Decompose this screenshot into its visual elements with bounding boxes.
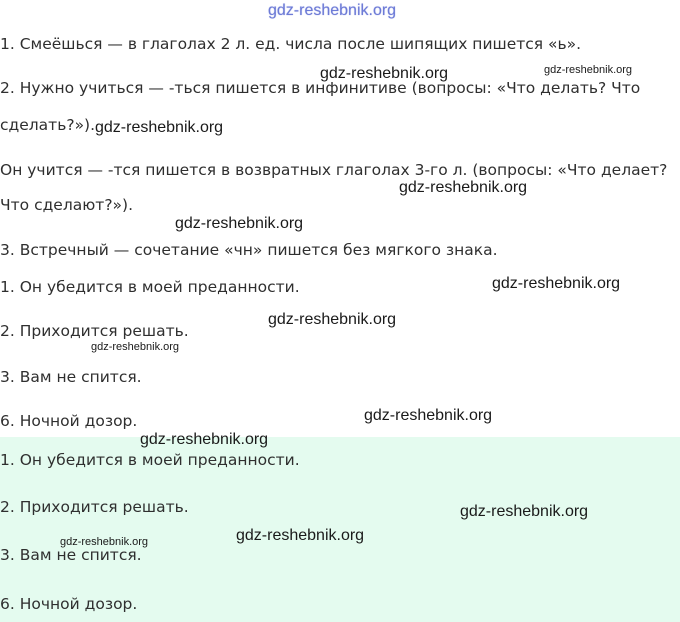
watermark: gdz-reshebnik.org: [60, 536, 149, 548]
highlighted-line-2: 2. Приходится решать.: [0, 498, 189, 516]
watermark: gdz-reshebnik.org: [268, 311, 397, 328]
watermark: gdz-reshebnik.org: [364, 407, 493, 424]
watermark: gdz-reshebnik.org: [236, 527, 365, 544]
text-line-7: 1. Он убедится в моей преданности.: [0, 278, 300, 296]
text-line-3: сделать?»).: [0, 116, 96, 134]
watermark: gdz-reshebnik.org: [492, 275, 621, 292]
highlighted-line-4: 6. Ночной дозор.: [0, 595, 138, 613]
watermark: gdz-reshebnik.org: [175, 215, 304, 232]
highlighted-line-1: 1. Он убедится в моей преданности.: [0, 451, 300, 469]
text-line-6: 3. Встречный — сочетание «чн» пишется без мягкого знака.: [0, 241, 498, 259]
watermark: gdz-reshebnik.org: [95, 119, 224, 136]
watermark-top: gdz-reshebnik.org: [268, 2, 397, 19]
text-line-5: Что сделают?»).: [0, 196, 134, 214]
watermark: gdz-reshebnik.org: [544, 64, 633, 76]
highlighted-line-3: 3. Вам не спится.: [0, 546, 142, 564]
text-line-4: Он учится — -тся пишется в возвратных глаголах 3-го л. (вопросы: «Что делает?: [0, 161, 668, 179]
text-line-10: 6. Ночной дозор.: [0, 412, 138, 430]
watermark: gdz-reshebnik.org: [399, 179, 528, 196]
text-line-2: 2. Нужно учиться — -ться пишется в инфинитиве (вопросы: «Что делать? Что: [0, 79, 641, 97]
watermark: gdz-reshebnik.org: [91, 341, 180, 353]
watermark: gdz-reshebnik.org: [320, 65, 449, 82]
text-line-9: 3. Вам не спится.: [0, 368, 142, 386]
watermark: gdz-reshebnik.org: [140, 431, 269, 448]
text-line-1: 1. Смеёшься — в глаголах 2 л. ед. числа после шипящих пишется «ь».: [0, 35, 582, 53]
text-line-8: 2. Приходится решать.: [0, 322, 189, 340]
watermark: gdz-reshebnik.org: [460, 503, 589, 520]
